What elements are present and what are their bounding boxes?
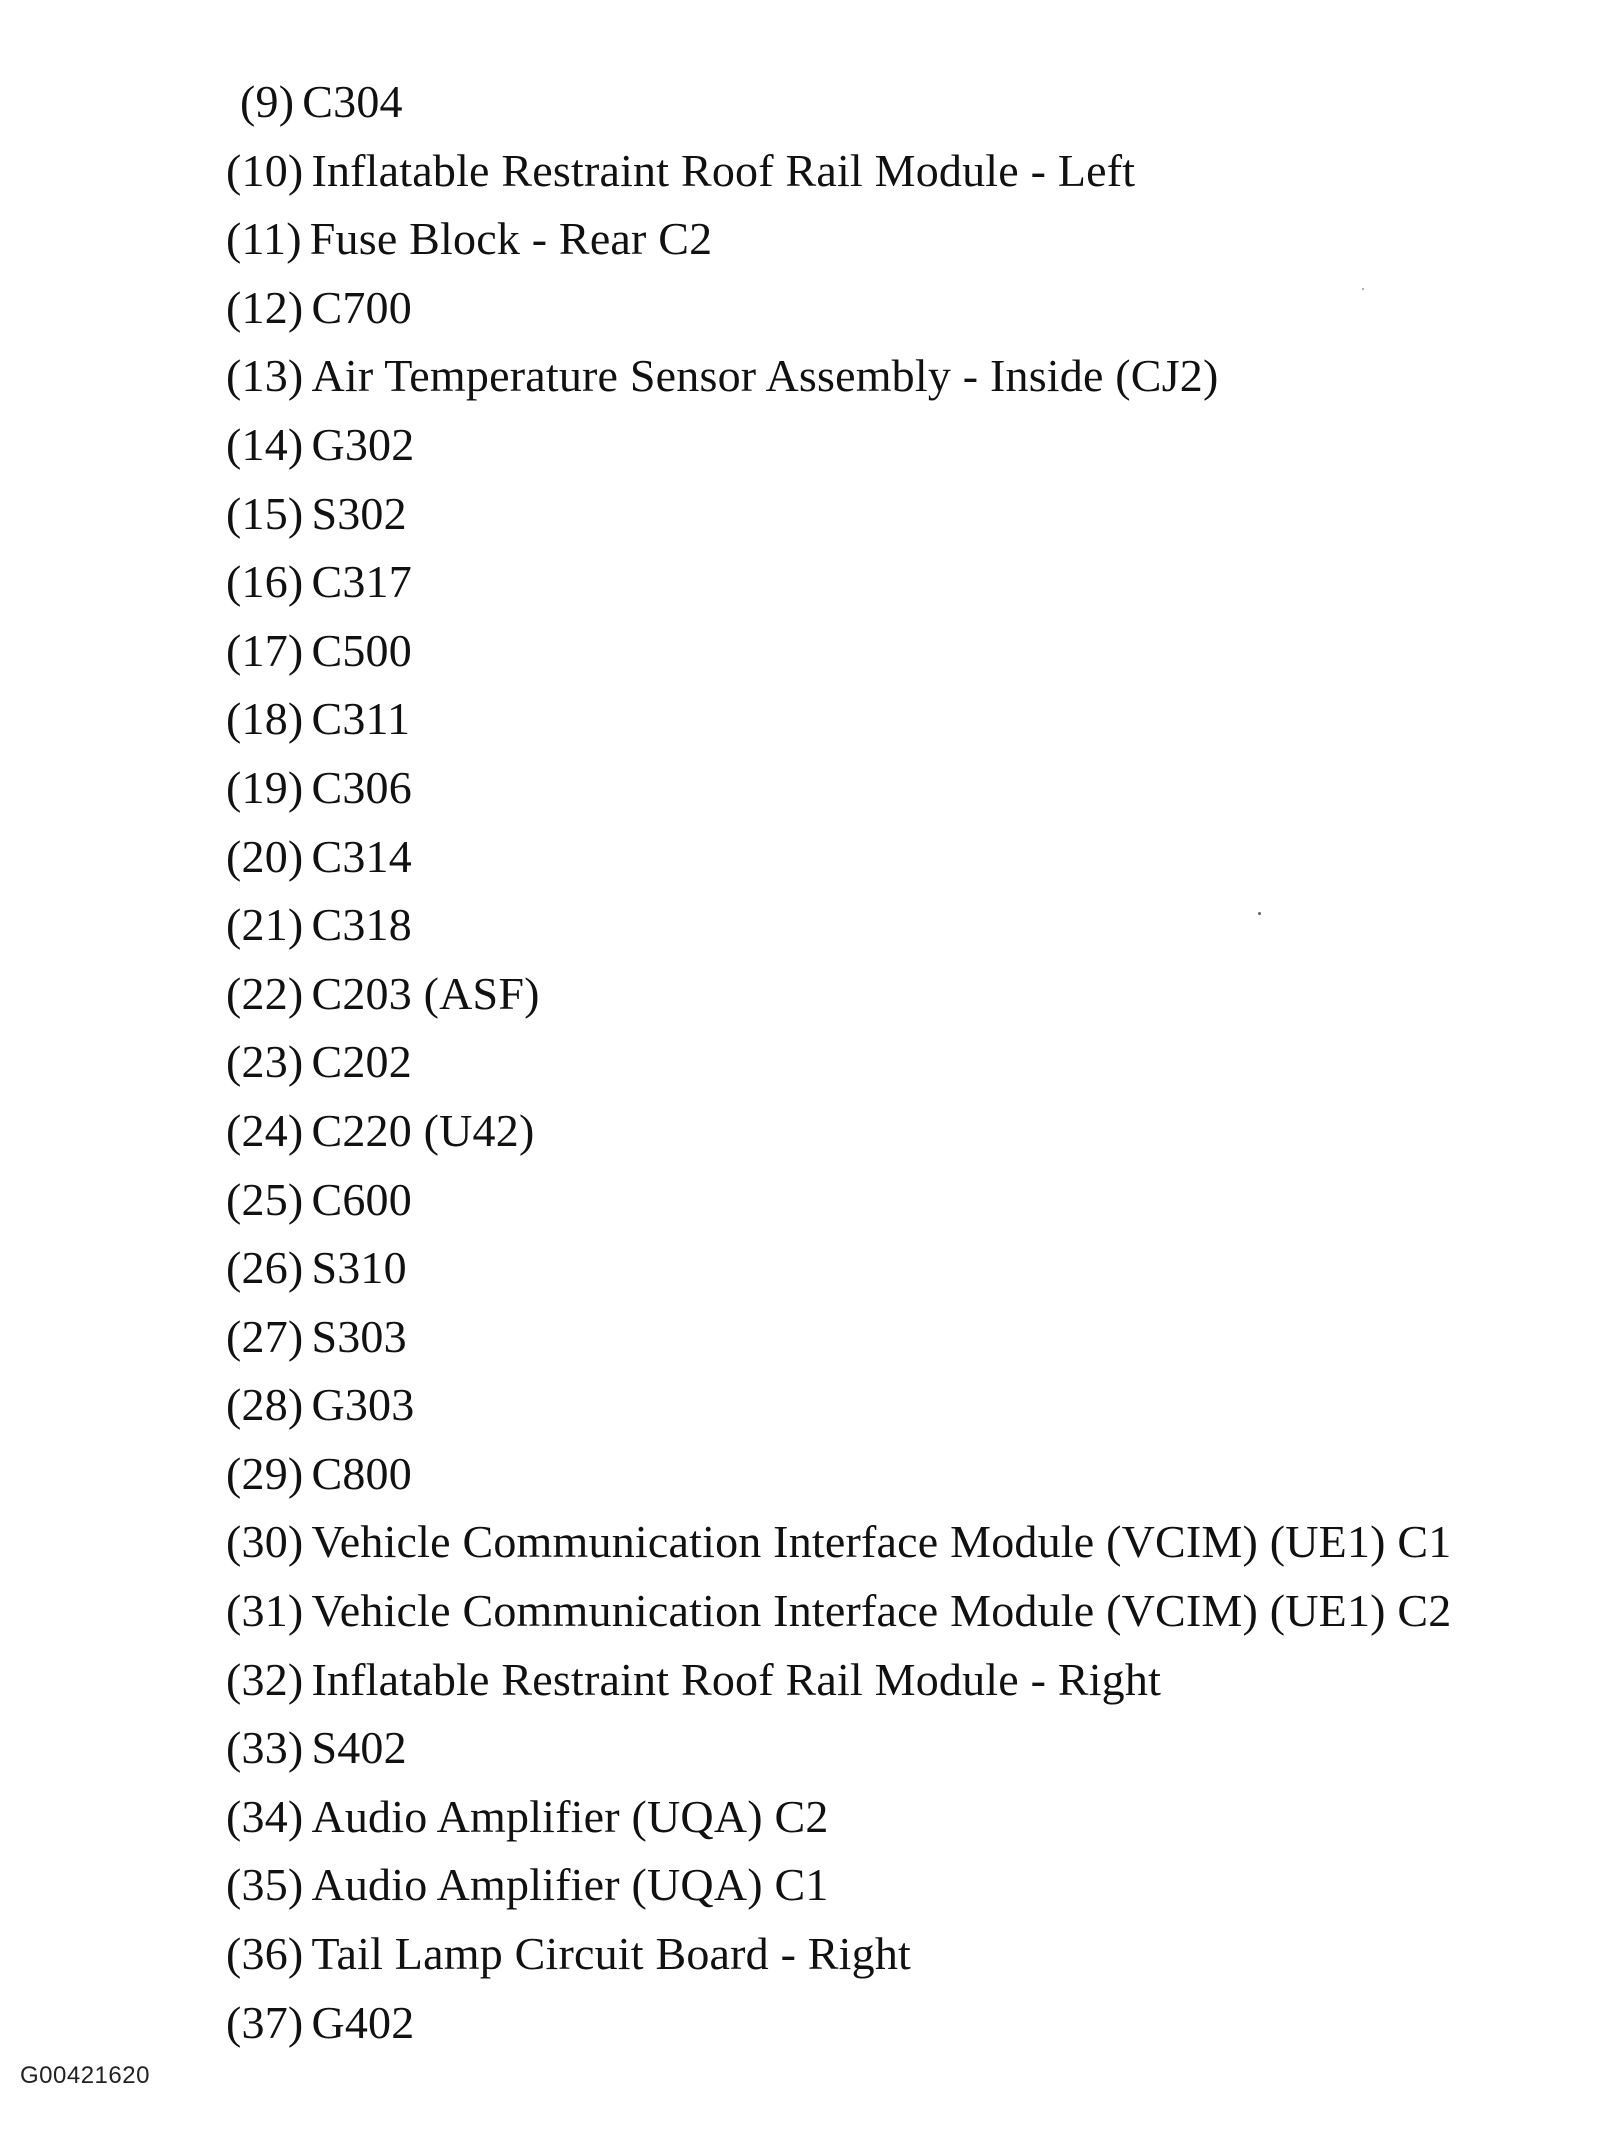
legend-item-label: G302 (311, 418, 415, 470)
legend-item (226, 137, 1451, 206)
legend-item (226, 1166, 1451, 1235)
legend-item (226, 1097, 1451, 1166)
legend-item-number: (25) (226, 1173, 304, 1225)
legend-item (226, 205, 1451, 274)
legend-item-label: G303 (311, 1379, 415, 1431)
legend-item-number: (35) (226, 1859, 304, 1911)
legend-item-number: (10) (226, 144, 304, 196)
legend-item (226, 1714, 1451, 1783)
legend-item-number: (32) (226, 1653, 304, 1705)
legend-item (226, 1646, 1451, 1715)
legend-item-label: C202 (311, 1036, 412, 1088)
legend-item (226, 274, 1451, 343)
legend-item-label: C304 (302, 76, 403, 127)
legend-item (226, 1440, 1451, 1509)
legend-item-number: (14) (226, 418, 304, 470)
legend-item-number: (19) (226, 761, 304, 813)
legend-item-number: (26) (226, 1242, 304, 1294)
legend-item-number: (24) (226, 1104, 304, 1156)
figure-id: G00421620 (20, 2062, 150, 2089)
legend-item-label: C700 (311, 281, 412, 333)
legend-item-number: (29) (226, 1447, 304, 1499)
legend-item-label: C311 (311, 693, 411, 745)
legend-item (226, 1303, 1451, 1372)
legend-item-number: (20) (226, 830, 304, 882)
legend-item-label: C203 (ASF) (311, 967, 540, 1019)
scan-speck (1362, 288, 1364, 290)
legend-item-number: (23) (226, 1036, 304, 1088)
legend-item-number: (37) (226, 1996, 304, 2048)
legend-item (226, 548, 1451, 617)
legend-item-number: (31) (226, 1585, 304, 1637)
legend-item-label: C800 (311, 1447, 412, 1499)
legend-item (226, 1920, 1451, 1989)
legend-item-label: Fuse Block - Rear C2 (309, 213, 713, 265)
legend-item-label: Audio Amplifier (UQA) C1 (311, 1859, 829, 1911)
legend-item (226, 823, 1451, 892)
legend-item-label: Air Temperature Sensor Assembly - Inside (CJ2) (311, 350, 1219, 402)
legend-item-label: Tail Lamp Circuit Board - Right (311, 1928, 912, 1980)
legend-item-label: S302 (311, 487, 407, 539)
legend-item-number: (33) (226, 1722, 304, 1774)
legend-item-label: S402 (311, 1722, 407, 1774)
legend-item-label: S310 (311, 1242, 407, 1294)
legend-item-number: (21) (226, 899, 304, 951)
legend-item (226, 411, 1451, 480)
legend-item (226, 685, 1451, 754)
legend-item-number: (30) (226, 1516, 304, 1568)
legend-item (226, 960, 1451, 1029)
legend-item (226, 754, 1451, 823)
legend-item (226, 891, 1451, 960)
legend-item-label: Vehicle Communication Interface Module (VCIM) (UE1) C2 (311, 1585, 1452, 1637)
legend-item-number: (28) (226, 1379, 304, 1431)
legend-item-number: (36) (226, 1928, 304, 1980)
legend-item (226, 617, 1451, 686)
legend-item (226, 1989, 1451, 2058)
legend-item-number: (22) (226, 967, 304, 1019)
legend-item-label: C220 (U42) (311, 1104, 535, 1156)
component-legend-list (226, 68, 1451, 2057)
legend-item-label: C500 (311, 624, 412, 676)
legend-item-number: (15) (226, 487, 304, 539)
legend-item-number: (17) (226, 624, 304, 676)
legend-item-label: Inflatable Restraint Roof Rail Module - Left (311, 144, 1136, 196)
legend-item-number: (27) (226, 1310, 304, 1362)
legend-item (226, 1234, 1451, 1303)
legend-item-label: S303 (311, 1310, 407, 1362)
legend-item-number: (34) (226, 1790, 304, 1842)
legend-item (226, 342, 1451, 411)
legend-item-label: Audio Amplifier (UQA) C2 (311, 1790, 829, 1842)
legend-item (226, 68, 1451, 137)
legend-item-number: (16) (226, 556, 304, 608)
legend-item-number: (12) (226, 281, 304, 333)
legend-item-label: C317 (311, 556, 412, 608)
legend-item (226, 1371, 1451, 1440)
legend-item-number: (11) (226, 213, 302, 265)
legend-item-number: (13) (226, 350, 304, 402)
legend-item (226, 1028, 1451, 1097)
legend-item (226, 480, 1451, 549)
legend-item (226, 1851, 1451, 1920)
legend-item-label: C314 (311, 830, 412, 882)
legend-item-number: (18) (226, 693, 304, 745)
legend-item (226, 1508, 1451, 1577)
legend-item-label: C318 (311, 899, 412, 951)
legend-item-label: G402 (311, 1996, 415, 2048)
legend-item (226, 1783, 1451, 1852)
legend-item-label: Inflatable Restraint Roof Rail Module - Right (311, 1653, 1162, 1705)
legend-item (226, 1577, 1451, 1646)
scan-speck (1258, 912, 1261, 915)
legend-item-label: C306 (311, 761, 412, 813)
legend-item-number: (9) (240, 76, 295, 127)
legend-item-label: C600 (311, 1173, 412, 1225)
legend-item-label: Vehicle Communication Interface Module (VCIM) (UE1) C1 (311, 1516, 1452, 1568)
